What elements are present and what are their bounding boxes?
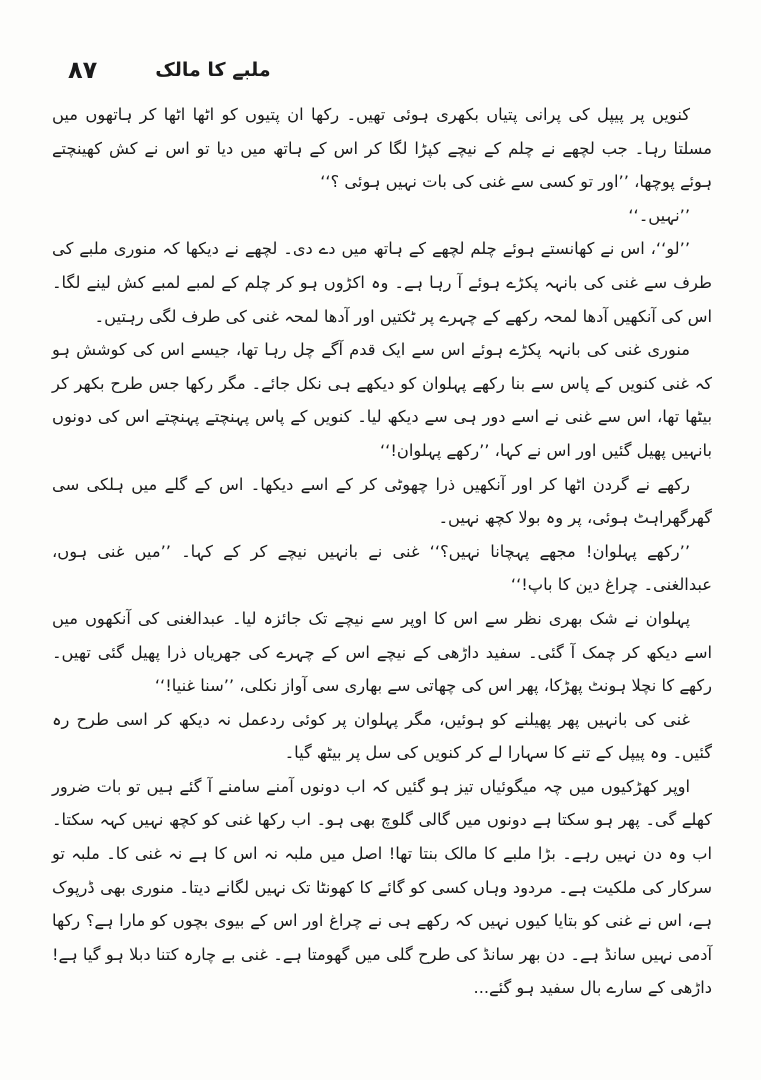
running-title: ملبے کا مالک — [155, 59, 271, 81]
paragraph: ’’لو‘‘، اس نے کھانستے ہوئے چلم لچھے کے ہاتھ میں دے دی۔ لچھے نے دیکھا کہ منوری ملبے کی طرف سے غنی کی بانہہ پکڑے ہوئے آ رہا ہے۔ وہ اکڑوں ہو کر چلم کے لمبے لمبے کش لینے لگا۔ اس کی آنکھیں آدھا لمحہ رکھے کے چہرے پر ٹکتیں اور آدھا لمحہ غنی کی طرف لگی رہتیں۔ — [52, 239, 712, 326]
paragraph: منوری غنی کی بانہہ پکڑے ہوئے اس سے ایک قدم آگے چل رہا تھا، جیسے اس کی کوشش ہو کہ غنی کنویں کے پاس سے بنا رکھے پہلوان کو دیکھے ہی نکل جائے۔ مگر رکھا جس طرح بکھر کر بیٹھا تھا، اس سے غنی نے اسے دور ہی سے دیکھ لیا۔ کنویں کے پاس پہنچتے پہنچتے اس کی دونوں بانہیں پھیل گئیں اور اس نے کہا، ’’رکھے پہلوان!‘‘ — [52, 340, 712, 460]
page-header — [60, 52, 701, 88]
paragraph: رکھے نے گردن اٹھا کر اور آنکھیں ذرا چھوٹی کر کے اسے دیکھا۔ اس کے گلے میں ہلکی سی گھرگھراہٹ ہوئی، پر وہ بولا کچھ نہیں۔ — [52, 474, 712, 528]
paragraph: ’’نہیں۔‘‘ — [628, 205, 690, 225]
page-number: ۸۷ — [68, 56, 98, 84]
paragraph: اوپر کھڑکیوں میں چہ میگوئیاں تیز ہو گئیں کہ اب دونوں آمنے سامنے آ گئے ہیں تو بات ضرور کھلے گی۔ پھر ہو سکتا ہے دونوں میں گالی گلوچ بھی ہو۔ اب رکھا غنی کو کچھ نہیں کہہ سکتا۔ اب وہ دن نہیں رہے۔ بڑا ملبے کا مالک بنتا تھا! اصل میں ملبہ نہ اس کا ہے نہ غنی کا۔ ملبہ تو سرکار کی ملکیت ہے۔ مردود وہاں کسی کو گائے کا کھونٹا تک نہیں لگانے دیتا۔ منوری بھی ڈرپوک ہے، اس نے غنی کو بتایا کیوں نہیں کہ رکھے ہی نے چراغ اور اس کے بیوی بچوں کو مارا ہے؟ رکھا آدمی نہیں سانڈ ہے۔ دن بھر سانڈ کی طرح گلی میں گھومتا ہے۔ غنی بے چارہ کتنا دبلا ہو گیا ہے! داڑھی کے سارے بال سفید ہو گئے... — [52, 776, 712, 998]
story-text — [52, 98, 712, 1005]
paragraph: ’’رکھے پہلوان! مجھے پہچانا نہیں؟‘‘ غنی نے بانہیں نیچے کر کے کہا۔ ’’میں غنی ہوں، عبدالغنی۔ چراغ دین کا باپ!‘‘ — [52, 541, 712, 595]
paragraph: کنویں پر پیپل کی پرانی پتیاں بکھری ہوئی تھیں۔ رکھا ان پتیوں کو اٹھا اٹھا کر ہاتھوں میں مسلتا رہا۔ جب لچھے نے چلم کے نیچے کپڑا لگا کر اس کے ہاتھ میں دیا تو اس نے کش کھینچتے ہوئے پوچھا، ’’اور تو کسی سے غنی کی بات نہیں ہوئی ؟‘‘ — [52, 105, 712, 192]
paragraph: غنی کی بانہیں پھر پھیلنے کو ہوئیں، مگر پہلوان پر کوئی ردعمل نہ دیکھ کر اسی طرح رہ گئیں۔ وہ پیپل کے تنے کا سہارا لے کر کنویں کی سل پر بیٹھ گیا۔ — [52, 709, 712, 763]
paragraph: پہلوان نے شک بھری نظر سے اس کا اوپر سے نیچے تک جائزہ لیا۔ عبدالغنی کی آنکھوں میں اسے دیکھ کر چمک آ گئی۔ سفید داڑھی کے نیچے اس کے چہرے کی جھریاں ذرا پھیل گئی تھیں۔ رکھے کا نچلا ہونٹ پھڑکا، پھر اس کی چھاتی سے بھاری سی آواز نکلی، ’’سنا غنیا!‘‘ — [52, 608, 712, 696]
